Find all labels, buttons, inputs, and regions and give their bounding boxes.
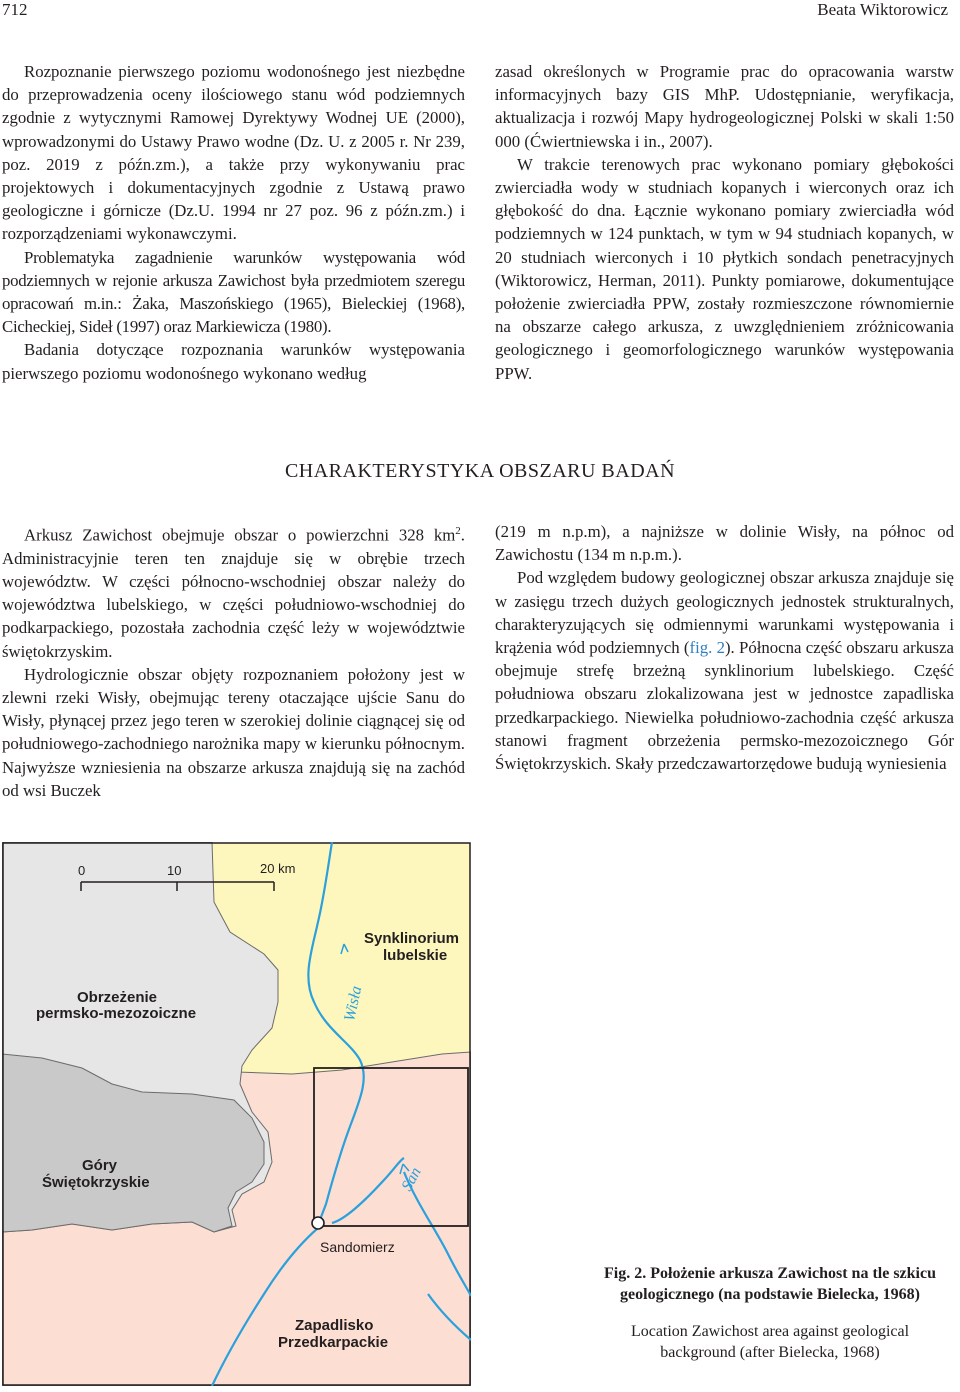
top-right-column [495, 60, 954, 385]
caption-line: Fig. 2. Położenie arkusza Zawichost na tle szkicu [604, 1265, 936, 1282]
top-left-column [2, 60, 465, 385]
figure-caption-english [578, 1321, 960, 1363]
caption-line: background (after Bielecka, 1968) [660, 1344, 880, 1361]
label-przedkarpackie: Przedkarpackie [278, 1334, 389, 1351]
figure-caption-polish [578, 1263, 960, 1305]
label-zapadlisko: Zapadlisko [295, 1317, 374, 1334]
bottom-left-column [2, 520, 465, 802]
sandomierz-marker [312, 1217, 324, 1229]
paragraph [2, 520, 465, 663]
running-author: Beata Wiktorowicz [817, 0, 948, 19]
page-number: 712 [2, 0, 28, 19]
text-run: . Administracyjnie teren ten znajduje się w obrębie trzech województw. W części północno-wschodniej obszar należy do województwa lubelskiego, w części południowo-wschodniej do podkarpackiego, pozostała zachodnia część leży w województwie świętokrzyskim. [2, 525, 465, 661]
paragraph: W trakcie terenowych prac wykonano pomiary głębokości zwierciadła wody w studniach kopanych i wierconych oraz ich głębokość do dna. Łącznie wykonano pomiary zwierciadła wód podziemnych w 124 punktach, w tym w 94 studniach kopanych, w 20 studniach wierconych i 10 płytkich sondach penetracyjnych (Wiktorowicz, Herman, 2011). Punkty pomiarowe, dokumentujące położenie zwierciadła PPW, zostały rozmieszczone równomiernie na obszarze całego arkusza, z uwzględnieniem zróżnicowania geologicznego i geomorfologicznego warunków występowania PPW. [495, 154, 954, 383]
caption-line: geologicznego (na podstawie Bielecka, 1968) [620, 1286, 920, 1303]
label-san: San [398, 1164, 425, 1194]
text-run: ). Północna część obszaru arkusza obejmuje strefę brzeżną synklinorium lubelskiego. Część południowa obszaru zlokalizowana jest w jednostce zapadliska przedkarpackiego. Niewielka południowo-zachodnia część arkusza stanowi fragment obrzeżenia permsko-mezozoicznego Gór Świętokrzyskich. Skały przedczawartorzędowe budują wyniesienia [495, 638, 954, 774]
paragraph: zasad określonych w Programie prac do opracowania warstw informacyjnych bazy GIS MhP. Udostępnianie, weryfikacja, aktualizacja i rozwój Mapy hydrogeologicznej Polski w skali 1:50 000 (Ćwiertniewska i in., 2007). [495, 62, 954, 151]
paragraph: Badania dotyczące rozpoznania warunków występowania pierwszego poziomu wodonośnego wykonano według [2, 340, 465, 383]
bottom-right-column [495, 520, 954, 775]
scale-tick-0: 0 [78, 863, 86, 878]
label-gory: Góry [82, 1157, 118, 1174]
label-wisla: Wisła [341, 984, 366, 1023]
label-swietokrzyskie: Świętokrzyskie [42, 1174, 150, 1191]
label-permsko-mezozoiczne: permsko-mezozoiczne [36, 1005, 197, 1022]
label-synklinorium: Synklinorium [364, 930, 460, 947]
paragraph: (219 m n.p.m), a najniższe w dolinie Wisły, na północ od Zawichostu (134 m n.p.m.). [495, 522, 954, 565]
label-obrzezenie: Obrzeżenie [77, 989, 158, 1006]
paragraph [495, 566, 954, 775]
text-run: Pod względem budowy geologicznej obszar arkusza znajduje się w zasięgu trzech dużych geologicznych jednostek strukturalnych, charakteryzujących się odmiennymi warunkami występowania i krążenia wód podziemnych ( [495, 568, 954, 658]
paragraph: Problematyka zagadnienie warunków występowania wód podziemnych w rejonie arkusza Zawichost była przedmiotem szeregu opracowań m.in.: Żaka, Maszońskiego (1965), Bieleckiej (1968), Cicheckiej, Sideł (1997) oraz Markiewicza (1980). [2, 247, 465, 337]
geological-sketch-map [2, 842, 471, 1386]
superscript: 2 [455, 525, 461, 537]
section-heading: CHARAKTERYSTYKA OBSZARU BADAŃ [284, 460, 676, 482]
scale-tick-20: 20 km [260, 861, 296, 876]
scale-tick-10: 10 [167, 863, 182, 878]
paragraph: Hydrologicznie obszar objęty rozpoznaniem położony jest w zlewni rzeki Wisły, obejmując tereny otaczające ujście Sanu do Wisły, płynącej przez jego teren w szerokiej dolinie ciągnącej się od południowego-zachodniego narożnika mapy w kierunku północnym. Najwyższe wzniesienia na obszarze arkusza znajdują się na zachód od wsi Buczek [2, 664, 465, 800]
text-run: Arkusz Zawichost obejmuje obszar o powierzchni 328 km [24, 525, 456, 545]
caption-line: Location Zawichost area against geological [630, 1323, 910, 1340]
label-sandomierz: Sandomierz [320, 1239, 395, 1255]
label-lubelskie: lubelskie [383, 947, 448, 964]
figure-reference-link[interactable]: fig. 2 [689, 638, 725, 658]
paragraph: Rozpoznanie pierwszego poziomu wodonośnego jest niezbędne do przeprowadzenia oceny ilościowego stanu wód podziemnych zgodnie z wytycznymi Ramowej Dyrektywy Wodnej UE (2000), wprowadzonymi do Ustawy Prawo wodne (Dz. U. z 2005 r. Nr 239, poz. 2019 z późn.zm.), a także przy wykonywaniu prac projektowych i dokumentacyjnych zgodnie z Ustawą prawo geologiczne i górnicze (Dz.U. 1994 nr 27 poz. 96 z późn.zm.) i rozporządzeniami wykonawczymi. [2, 62, 465, 244]
